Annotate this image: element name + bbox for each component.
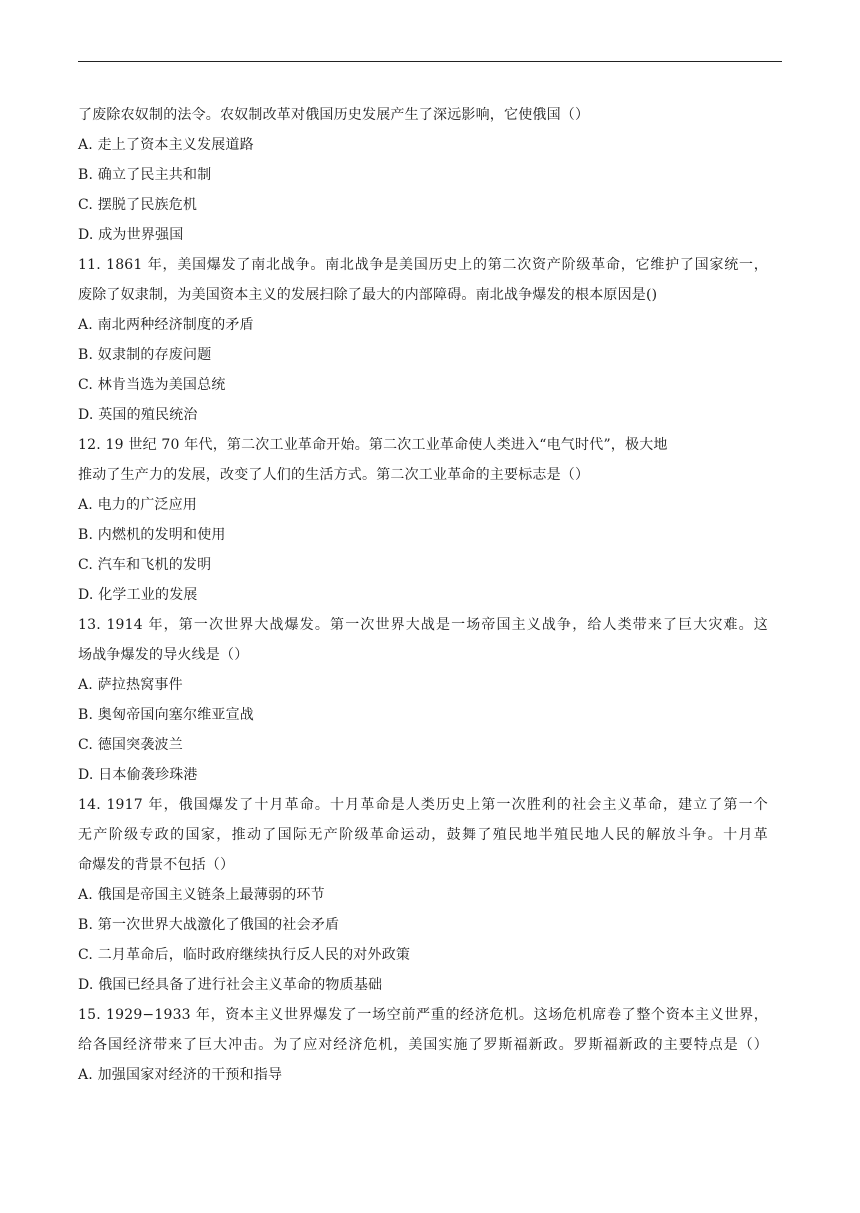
option-a: A. 走上了资本主义发展道路 [78, 137, 254, 153]
question-stem-line: 废除了奴隶制，为美国资本主义的发展扫除了最大的内部障碍。南北战争爆发的根本原因是() [78, 287, 658, 303]
question-list [78, 100, 768, 1090]
option-c: C. 摆脱了民族危机 [78, 197, 198, 213]
question-stem-line: 12. 19 世纪 70 年代，第二次工业革命开始。第二次工业革命使人类进入“电气时代”，极大地 [78, 437, 668, 453]
option-d: D. 化学工业的发展 [78, 587, 198, 603]
option-a: A. 加强国家对经济的干预和指导 [78, 1067, 283, 1083]
question-stem-line: 给各国经济带来了巨大冲击。为了应对经济危机，美国实施了罗斯福新政。罗斯福新政的主要特点是（） [78, 1037, 768, 1053]
question-stem-line: 无产阶级专政的国家，推动了国际无产阶级革命运动，鼓舞了殖民地半殖民地人民的解放斗争。十月革 [78, 827, 768, 843]
option-c: C. 林肯当选为美国总统 [78, 377, 226, 393]
option-b: B. 第一次世界大战激化了俄国的社会矛盾 [78, 917, 340, 933]
option-b: B. 确立了民主共和制 [78, 167, 212, 183]
option-a: A. 南北两种经济制度的矛盾 [78, 317, 254, 333]
question-stem-line: 14. 1917 年，俄国爆发了十月革命。十月革命是人类历史上第一次胜利的社会主义革命，建立了第一个 [78, 797, 768, 813]
option-b: B. 内燃机的发明和使用 [78, 527, 226, 543]
option-b: B. 奴隶制的存废问题 [78, 347, 212, 363]
option-d: D. 日本偷袭珍珠港 [78, 767, 198, 783]
option-c: C. 德国突袭波兰 [78, 737, 183, 753]
question-stem-line: 15. 1929−1933 年，资本主义世界爆发了一场空前严重的经济危机。这场危机席卷了整个资本主义世界， [78, 1007, 768, 1023]
question-stem-line: 11. 1861 年，美国爆发了南北战争。南北战争是美国历史上的第二次资产阶级革命，它维护了国家统一， [78, 257, 768, 273]
option-c: C. 汽车和飞机的发明 [78, 557, 212, 573]
question-10-continued [78, 100, 768, 250]
option-a: A. 俄国是帝国主义链条上最薄弱的环节 [78, 887, 325, 903]
question-13 [78, 610, 768, 790]
question-stem-line: 13. 1914 年，第一次世界大战爆发。第一次世界大战是一场帝国主义战争，给人类带来了巨大灾难。这 [78, 617, 768, 633]
option-b: B. 奥匈帝国向塞尔维亚宣战 [78, 707, 254, 723]
question-stem-line: 了废除农奴制的法令。农奴制改革对俄国历史发展产生了深远影响，它使俄国（） [78, 107, 590, 123]
question-12 [78, 430, 768, 610]
question-15 [78, 1000, 768, 1090]
option-d: D. 俄国已经具备了进行社会主义革命的物质基础 [78, 977, 383, 993]
question-stem-line: 命爆发的背景不包括（） [78, 857, 235, 873]
option-c: C. 二月革命后，临时政府继续执行反人民的对外政策 [78, 947, 411, 963]
question-11 [78, 250, 768, 430]
option-a: A. 电力的广泛应用 [78, 497, 198, 513]
question-stem-line: 场战争爆发的导火线是（） [78, 647, 249, 663]
question-stem-line: 推动了生产力的发展，改变了人们的生活方式。第二次工业革命的主要标志是（） [78, 467, 590, 483]
question-14 [78, 790, 768, 1000]
option-d: D. 成为世界强国 [78, 227, 184, 243]
option-d: D. 英国的殖民统治 [78, 407, 198, 423]
header-rule [78, 61, 782, 62]
option-a: A. 萨拉热窝事件 [78, 677, 183, 693]
